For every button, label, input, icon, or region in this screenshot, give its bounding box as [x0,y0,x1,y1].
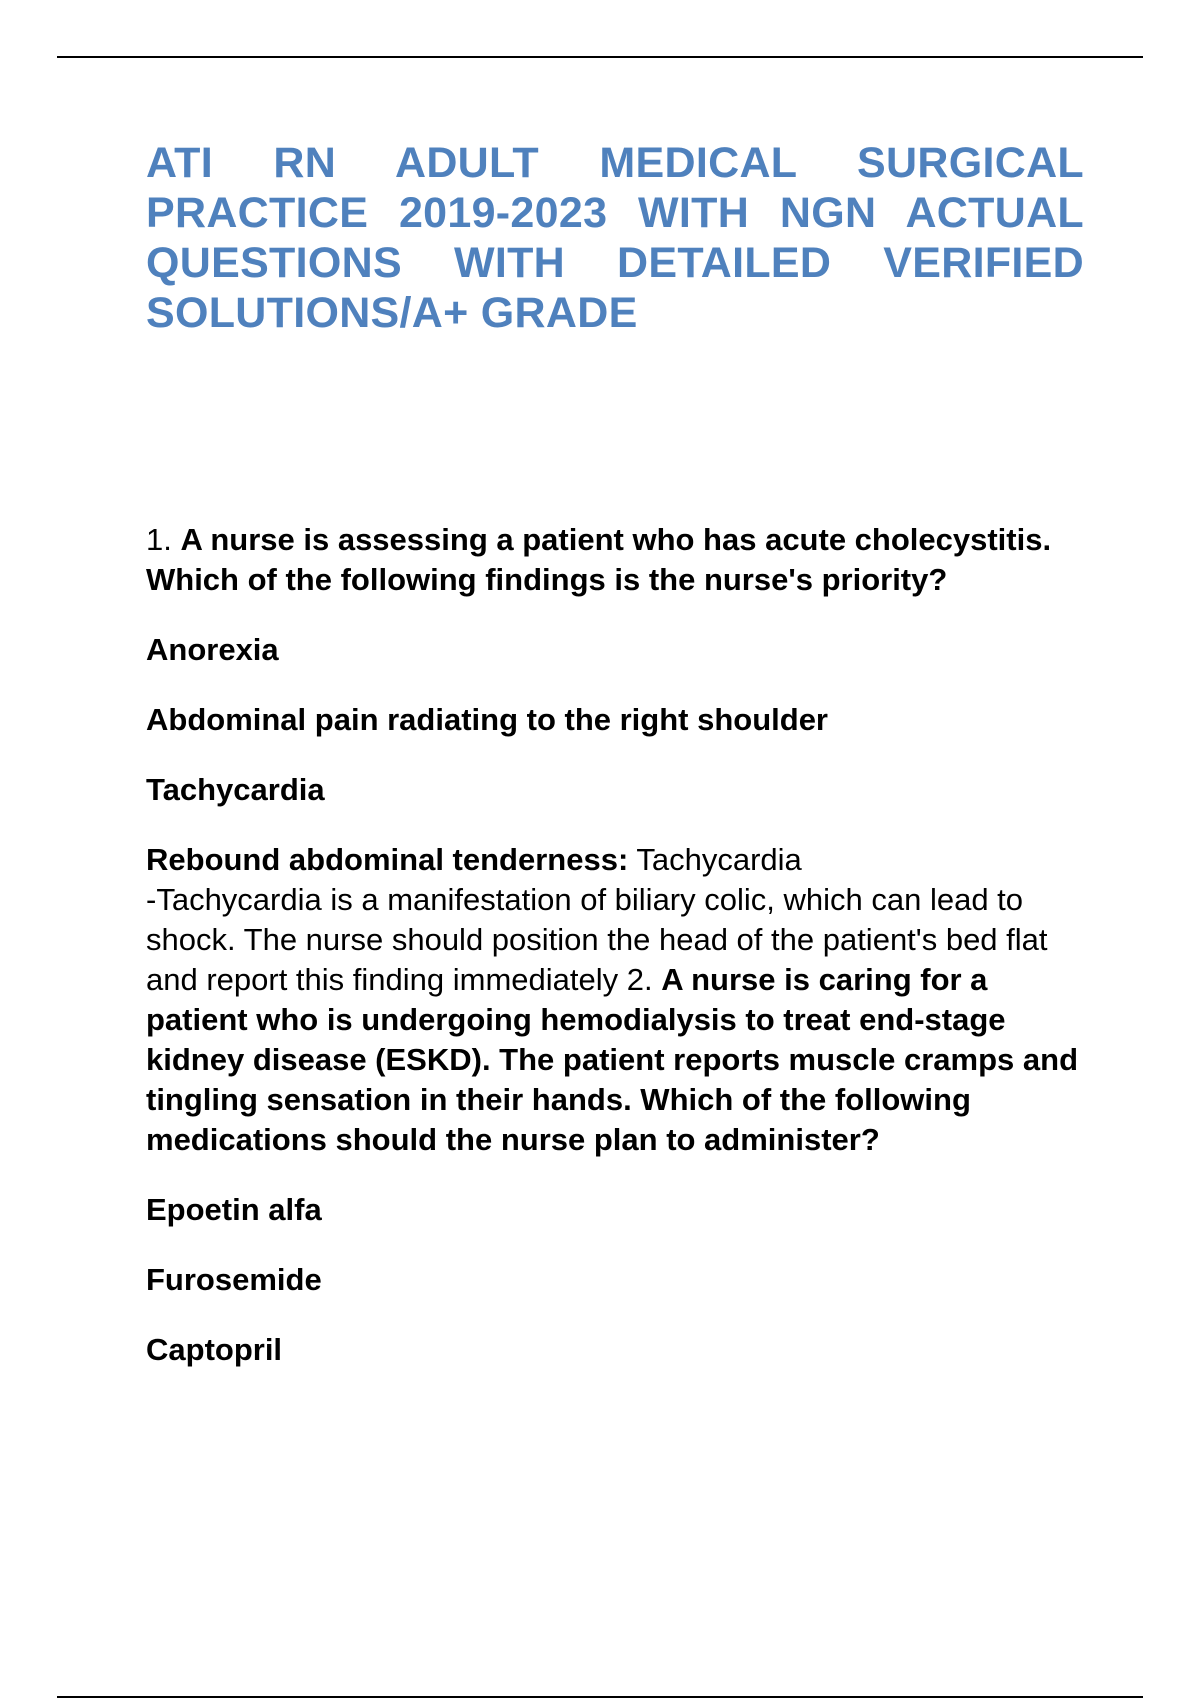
question-1-stem: A nurse is assessing a patient who has acute cholecystitis. Which of the following findings is the nurse's priority? [146,522,1052,597]
title-line-3: QUESTIONS WITH DETAILED VERIFIED [146,239,1084,287]
question-2-option-3: Captopril [146,1332,283,1367]
question-2-option-1: Epoetin alfa [146,1192,322,1227]
question-1-option-2: Abdominal pain radiating to the right shoulder [146,702,828,737]
question-2-option-2: Furosemide [146,1262,322,1297]
title-line-1: ATI RN ADULT MEDICAL SURGICAL [146,139,1084,187]
question-1-answer: Tachycardia [636,842,802,877]
question-1 [146,520,1094,600]
question-1-option-1: Anorexia [146,632,279,667]
question-1-number: 1. [146,522,172,557]
question-1-option-3: Tachycardia [146,772,325,807]
title-line-2: PRACTICE 2019-2023 WITH NGN ACTUAL [146,189,1084,237]
question-1-option-4: Rebound abdominal tenderness: [146,842,629,877]
question-2-stem: A nurse is caring for a patient who is undergoing hemodialysis to treat end-stage kidney disease (ESKD). The patient reports muscle cramps and tingling sensation in their hands. Which of the following medications should the nurse plan to administer? [146,962,1079,1157]
top-rule [57,56,1143,58]
bottom-rule [57,1696,1143,1698]
document-body [146,520,1094,1370]
question-2-number: 2. [626,962,653,997]
document-title [146,138,1084,338]
title-line-4: SOLUTIONS/A+ GRADE [146,289,638,337]
question-1-answer-block [146,840,1094,1160]
question-1-rationale: -Tachycardia is a manifestation of biliary colic, which can lead to shock. The nurse should position the head of the patient's bed flat and report this finding immediately [146,882,1048,997]
